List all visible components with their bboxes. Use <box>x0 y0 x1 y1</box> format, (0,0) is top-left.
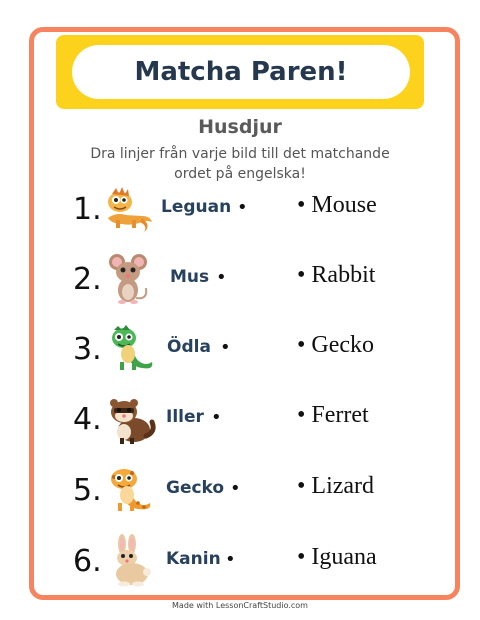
english-word[interactable]: • Lizard <box>297 473 375 499</box>
lizard-icon[interactable] <box>102 322 156 376</box>
english-word-text: Lizard <box>311 473 375 499</box>
english-word[interactable]: • Ferret <box>297 402 369 428</box>
left-match-dot[interactable]: • <box>225 549 236 570</box>
iguana-icon[interactable] <box>102 182 156 236</box>
swedish-word: Mus <box>170 267 210 287</box>
row-number: 2. <box>73 262 102 297</box>
instructions <box>60 144 420 184</box>
match-row-4 <box>0 390 480 450</box>
swedish-word: Ödla <box>167 337 211 357</box>
english-word[interactable]: • Gecko <box>297 332 375 358</box>
swedish-word: Kanin <box>166 549 221 569</box>
row-number: 5. <box>73 473 102 508</box>
gecko-icon[interactable] <box>102 463 156 517</box>
english-word-text: Iguana <box>311 544 377 570</box>
english-word[interactable]: • Mouse <box>297 192 377 218</box>
swedish-word: Leguan <box>161 197 232 217</box>
match-row-2 <box>0 250 480 310</box>
rabbit-icon[interactable] <box>102 534 156 588</box>
english-word-text: Gecko <box>311 332 375 358</box>
left-match-dot[interactable]: • <box>211 407 222 428</box>
english-word-text: Mouse <box>311 192 377 218</box>
row-number: 3. <box>73 332 102 367</box>
mouse-icon[interactable] <box>102 252 156 306</box>
footer-credit: Made with LessonCraftStudio.com <box>172 601 308 610</box>
row-number: 4. <box>73 402 102 437</box>
match-row-3 <box>0 320 480 380</box>
match-row-6 <box>0 532 480 592</box>
swedish-word: Gecko <box>166 478 225 498</box>
match-row-1 <box>0 180 480 240</box>
row-number: 1. <box>73 192 102 227</box>
title-pill <box>72 45 410 99</box>
instructions-line-2: ordet på engelska! <box>174 166 306 182</box>
match-row-5 <box>0 461 480 521</box>
swedish-word: Iller <box>166 407 204 427</box>
english-word[interactable]: • Iguana <box>297 544 377 570</box>
instructions-line-1: Dra linjer från varje bild till det matchande <box>90 146 390 162</box>
english-word-text: Ferret <box>311 402 369 428</box>
ferret-icon[interactable] <box>102 392 156 446</box>
left-match-dot[interactable]: • <box>230 478 241 499</box>
worksheet-subtitle: Husdjur <box>198 116 282 138</box>
page-title: Matcha Paren! <box>134 57 348 87</box>
english-word-text: Rabbit <box>311 262 376 288</box>
english-word[interactable]: • Rabbit <box>297 262 376 288</box>
row-number: 6. <box>73 544 102 579</box>
left-match-dot[interactable]: • <box>220 337 231 358</box>
left-match-dot[interactable]: • <box>216 267 227 288</box>
left-match-dot[interactable]: • <box>237 197 248 218</box>
